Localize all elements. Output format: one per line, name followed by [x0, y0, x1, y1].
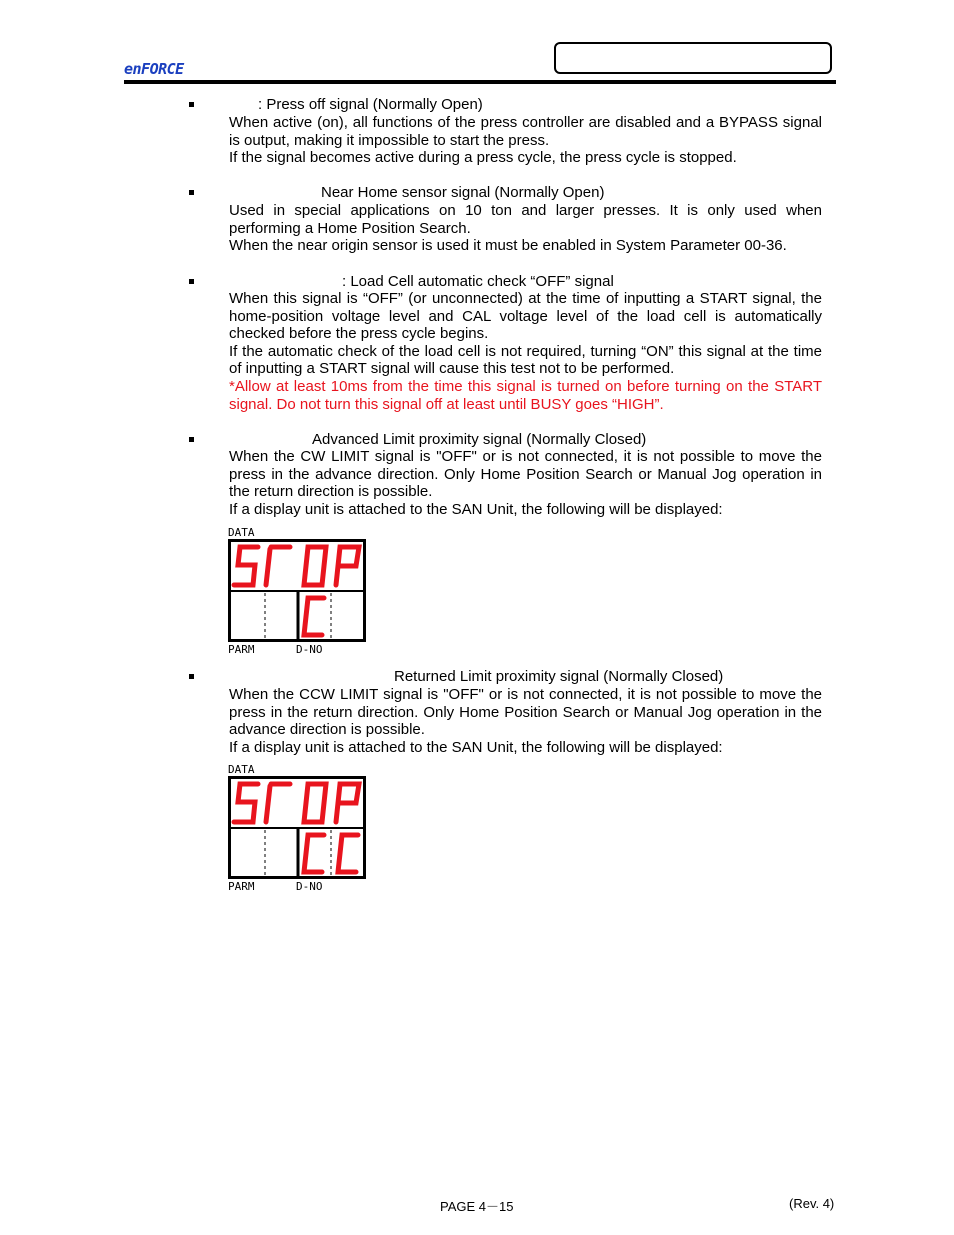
display-bottom-labels [228, 644, 368, 656]
item-3-heading: : Load Cell automatic check “OFF” signal [342, 273, 614, 290]
item-5-heading: Returned Limit proximity signal (Normally Closed) [394, 668, 724, 685]
item-5-para-2: If a display unit is attached to the SAN Unit, the following will be displayed: [229, 738, 723, 756]
item-4-heading: Advanced Limit proximity signal (Normally Closed) [312, 431, 647, 448]
item-4-body [229, 448, 822, 518]
display-dno-label: D-NO [296, 880, 323, 893]
item-1-para-1: When active (on), all functions of the press controller are disabled and a BYPASS signal is output, making it impossible to start the press. [229, 114, 822, 149]
item-5-body [229, 686, 822, 756]
display-panel [228, 539, 368, 643]
item-3-warning: *Allow at least 10ms from the time this signal is turned on before turning on the START signal. Do not turn this signal off at least until BUSY goes “HIGH”. [229, 377, 822, 413]
bullet-marker [189, 279, 194, 284]
item-3-body [229, 290, 822, 413]
display-parm-label: PARM [228, 880, 255, 893]
bullet-marker [189, 437, 194, 442]
header-title-box [554, 42, 832, 74]
item-1-heading: : Press off signal (Normally Open) [258, 96, 483, 113]
item-1-body [229, 114, 822, 167]
display-data-label: DATA [228, 526, 255, 539]
item-2-para-1: Used in special applications on 10 ton and larger presses. It is only used when performing a Home Position Search. [229, 202, 822, 237]
item-4-para-1: When the CW LIMIT signal is "OFF" or is not connected, it is not possible to move the press in the advance direction. Only Home Position Search or Manual Jog operation in the return direction is possible. [229, 448, 822, 501]
header-rule [124, 80, 836, 84]
page-number: PAGE 4－15 [440, 1199, 514, 1214]
bullet-marker [189, 190, 194, 195]
item-2-body [229, 202, 822, 255]
item-1-para-2: If the signal becomes active during a press cycle, the press cycle is stopped. [229, 149, 737, 167]
enforce-logo: enFORCE [124, 60, 184, 78]
item-5-para-1: When the CCW LIMIT signal is "OFF" or is not connected, it is not possible to move the press in the return direction. Only Home Position Search or Manual Jog operation in the advance direction is possible. [229, 686, 822, 739]
revision-label: (Rev. 4) [789, 1196, 835, 1211]
item-2-heading: Near Home sensor signal (Normally Open) [321, 184, 605, 201]
display-parm-label: PARM [228, 643, 255, 656]
bullet-marker [189, 674, 194, 679]
display-bottom-labels [228, 881, 368, 893]
display-panel [228, 776, 368, 880]
display-dno-label: D-NO [296, 643, 323, 656]
display-unit-stop-c [228, 527, 368, 656]
display-unit-stop-cc [228, 764, 368, 893]
item-3-para-2: If the automatic check of the load cell is not required, turning “ON” this signal at the time of inputting a START signal will cause this test not to be performed. [229, 342, 822, 378]
bullet-marker [189, 102, 194, 107]
item-2-para-2: When the near origin sensor is used it must be enabled in System Parameter 00-36. [229, 237, 787, 255]
item-3-para-1: When this signal is “OFF” (or unconnected) at the time of inputting a START signal, the home-position voltage level and CAL voltage level of the load cell is automatically checked before the press cycle begins. [229, 290, 822, 343]
display-data-label: DATA [228, 763, 255, 776]
item-4-para-2: If a display unit is attached to the SAN Unit, the following will be displayed: [229, 500, 723, 518]
